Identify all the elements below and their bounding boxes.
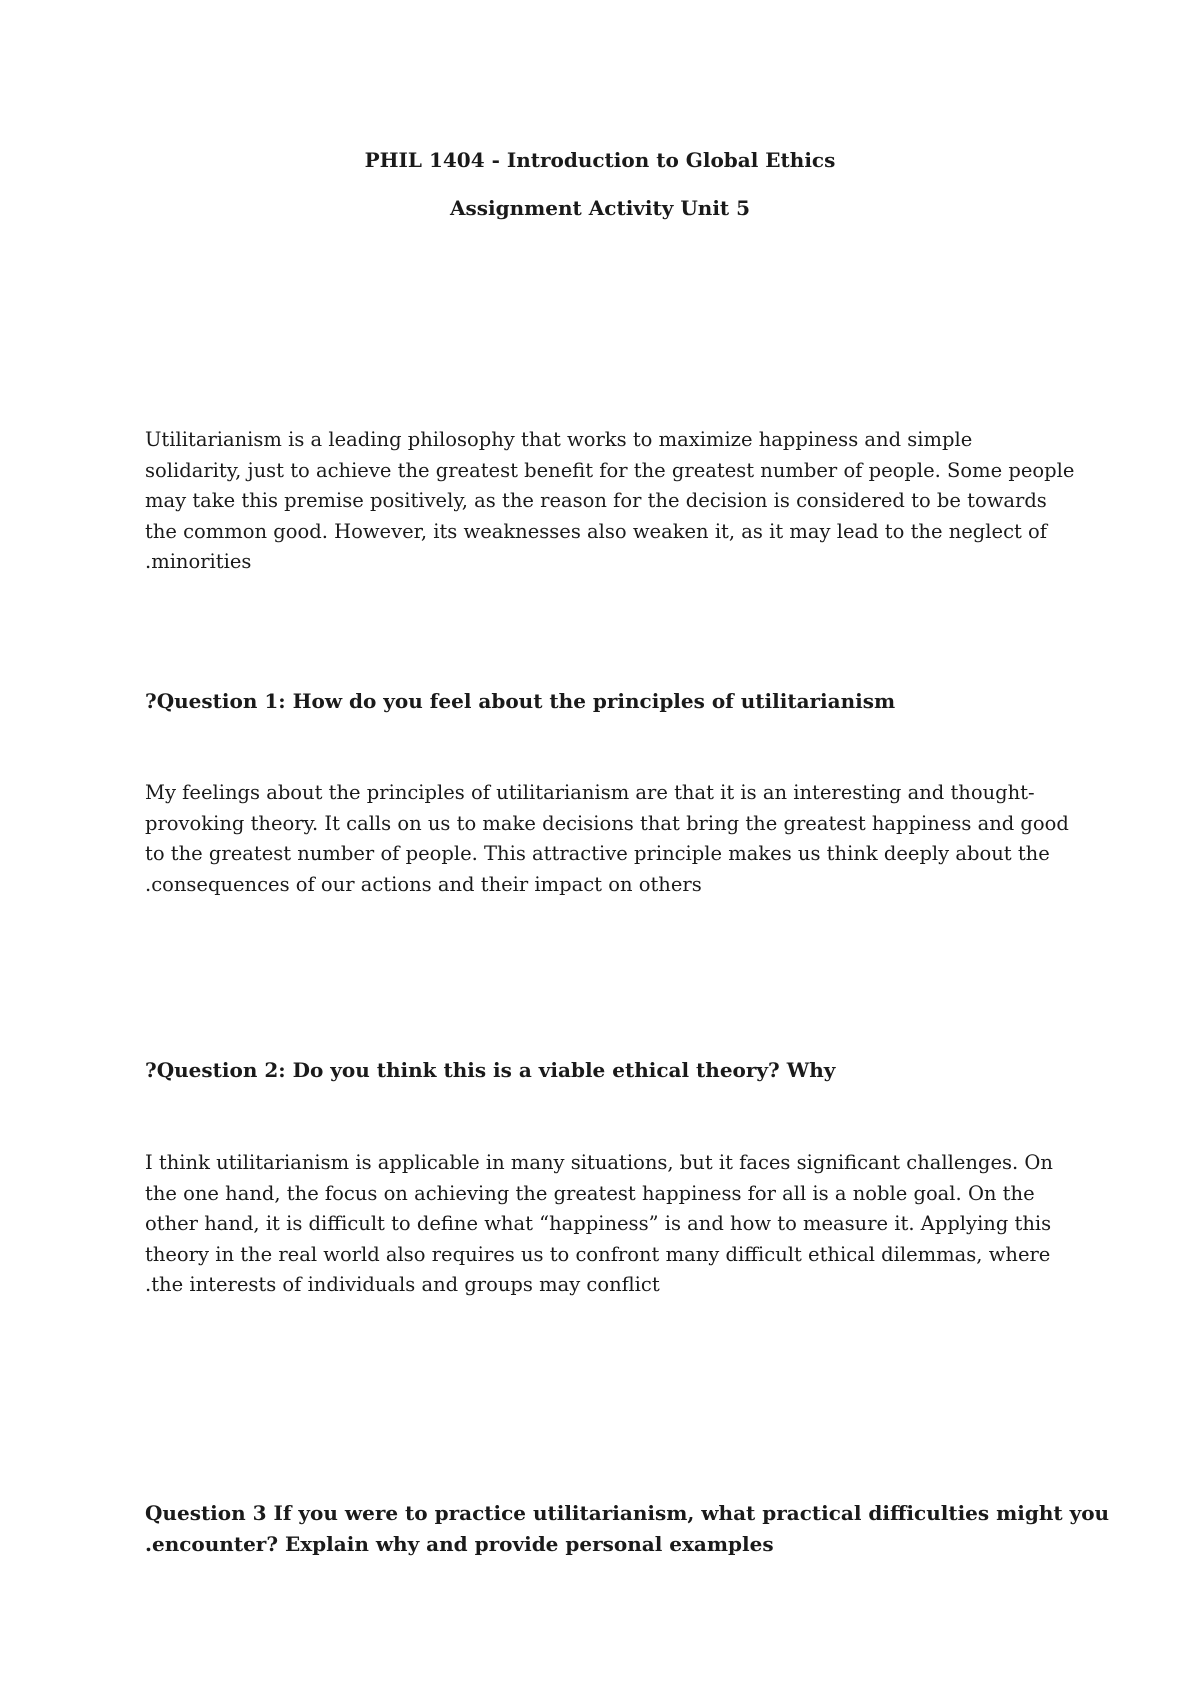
intro-line: Utilitarianism is a leading philosophy that works to maximize happiness and simple [145,428,973,451]
answer-1-line: provoking theory. It calls on us to make decisions that bring the greatest happiness and good [145,811,1069,835]
assignment-title: Assignment Activity Unit 5 [449,196,751,220]
answer-1-line: to the greatest number of people. This attractive principle makes us think deeply about the [145,842,1050,865]
answer-2-paragraph [145,1148,1075,1301]
question-2-text: ?Question 2: Do you think this is a viable ethical theory? Why [145,1058,836,1082]
answer-1-line: My feelings about the principles of utilitarianism are that it is an interesting and thought- [145,781,1035,804]
question-3-line: .encounter? Explain why and provide personal examples [145,1531,774,1556]
answer-2-line: other hand, it is difficult to define what “happiness” is and how to measure it. Applying this [145,1212,1052,1235]
answer-2-line: theory in the real world also requires us to confront many difficult ethical dilemmas, where [145,1242,1051,1266]
intro-line: may take this premise positively, as the reason for the decision is considered to be towards [145,489,1047,512]
intro-line: the common good. However, its weaknesses also weaken it, as it may lead to the neglect of [145,519,1047,543]
question-2-heading [145,1055,1075,1086]
answer-2-line: the one hand, the focus on achieving the greatest happiness for all is a noble goal. On the [145,1181,1035,1205]
answer-2-line: I think utilitarianism is applicable in many situations, but it faces significant challenges. On [145,1151,1053,1174]
question-1-text: ?Question 1: How do you feel about the principles of utilitarianism [145,689,896,713]
answer-1-paragraph [145,778,1075,900]
answer-1-line: .consequences of our actions and their impact on others [145,872,702,896]
intro-line: .minorities [145,550,252,573]
answer-2-line: .the interests of individuals and groups may conflict [145,1273,660,1296]
question-1-heading [145,686,1075,717]
intro-line: solidarity, just to achieve the greatest benefit for the greatest number of people. Some people [145,458,1075,482]
course-title: PHIL 1404 - Introduction to Global Ethics [364,148,836,172]
question-3-heading [145,1498,1110,1559]
intro-paragraph [145,425,1075,578]
question-3-line: Question 3 If you were to practice utilitarianism, what practical difficulties might you [145,1501,1110,1525]
